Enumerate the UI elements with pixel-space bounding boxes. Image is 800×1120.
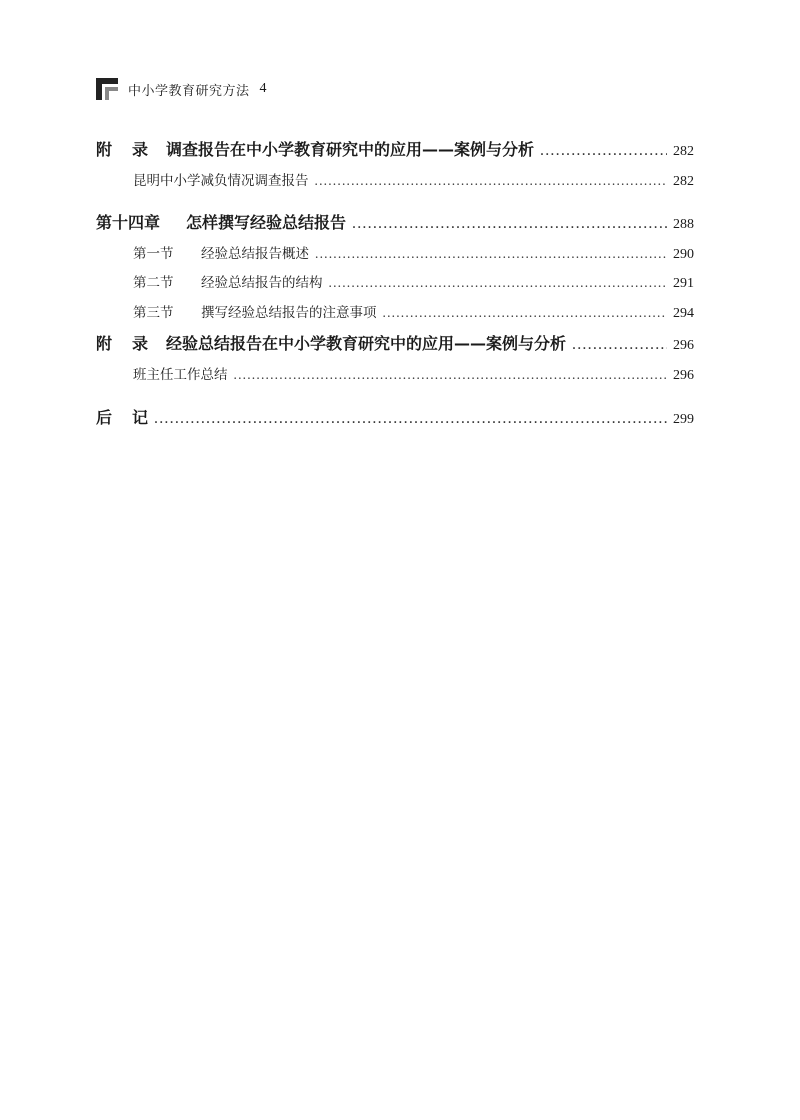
toc-entry-appendix-survey[interactable] (96, 137, 694, 160)
leader-dots (154, 410, 667, 428)
leader-dots (315, 173, 668, 189)
toc-page-number: 296 (673, 338, 694, 353)
toc-entry-appendix-summary[interactable] (96, 331, 694, 354)
toc-entry-title: 第三节 撰写经验总结报告的注意事项 (133, 305, 377, 321)
corner-bracket-icon (96, 78, 118, 100)
leader-dots (540, 142, 667, 160)
toc-entry-title: 第十四章 怎样撰写经验总结报告 (96, 213, 347, 232)
leader-dots (572, 336, 667, 354)
toc-page-number: 282 (673, 144, 694, 159)
leader-dots (383, 305, 668, 321)
toc-entry-class-teacher-summary[interactable] (96, 363, 694, 384)
toc-entry-title: 附 录 调查报告在中小学教育研究中的应用——案例与分析 (96, 140, 535, 159)
running-header (96, 76, 267, 102)
page-number: 4 (259, 81, 267, 96)
toc-entry-chapter-14[interactable] (96, 210, 694, 233)
toc-entry-title: 第一节 经验总结报告概述 (133, 246, 309, 262)
leader-dots (352, 215, 667, 233)
leader-dots (234, 367, 668, 383)
toc-page-number: 296 (673, 368, 694, 383)
toc-entry-section-3[interactable] (96, 301, 694, 322)
toc-page-number: 299 (673, 412, 694, 427)
toc-entry-title: 附 录 经验总结报告在中小学教育研究中的应用——案例与分析 (96, 334, 567, 353)
toc-page-number: 291 (673, 276, 694, 291)
toc-entry-kunming-survey[interactable] (96, 169, 694, 190)
leader-dots (315, 246, 667, 262)
toc-entry-title: 昆明中小学减负情况调查报告 (133, 173, 309, 189)
toc-entry-section-2[interactable] (96, 271, 694, 292)
toc-page-number: 290 (673, 247, 694, 262)
toc-entry-title: 第二节 经验总结报告的结构 (133, 275, 323, 291)
toc-page-number: 282 (673, 174, 694, 189)
toc-entry-section-1[interactable] (96, 242, 694, 263)
toc-entry-title: 班主任工作总结 (133, 367, 228, 383)
toc-entry-postscript[interactable] (96, 405, 694, 428)
book-title: 中小学教育研究方法 (128, 83, 250, 99)
toc-page-number: 294 (673, 306, 694, 321)
toc-page-number: 288 (673, 217, 694, 232)
leader-dots (329, 275, 668, 291)
toc-entry-title: 后 记 (96, 408, 149, 427)
